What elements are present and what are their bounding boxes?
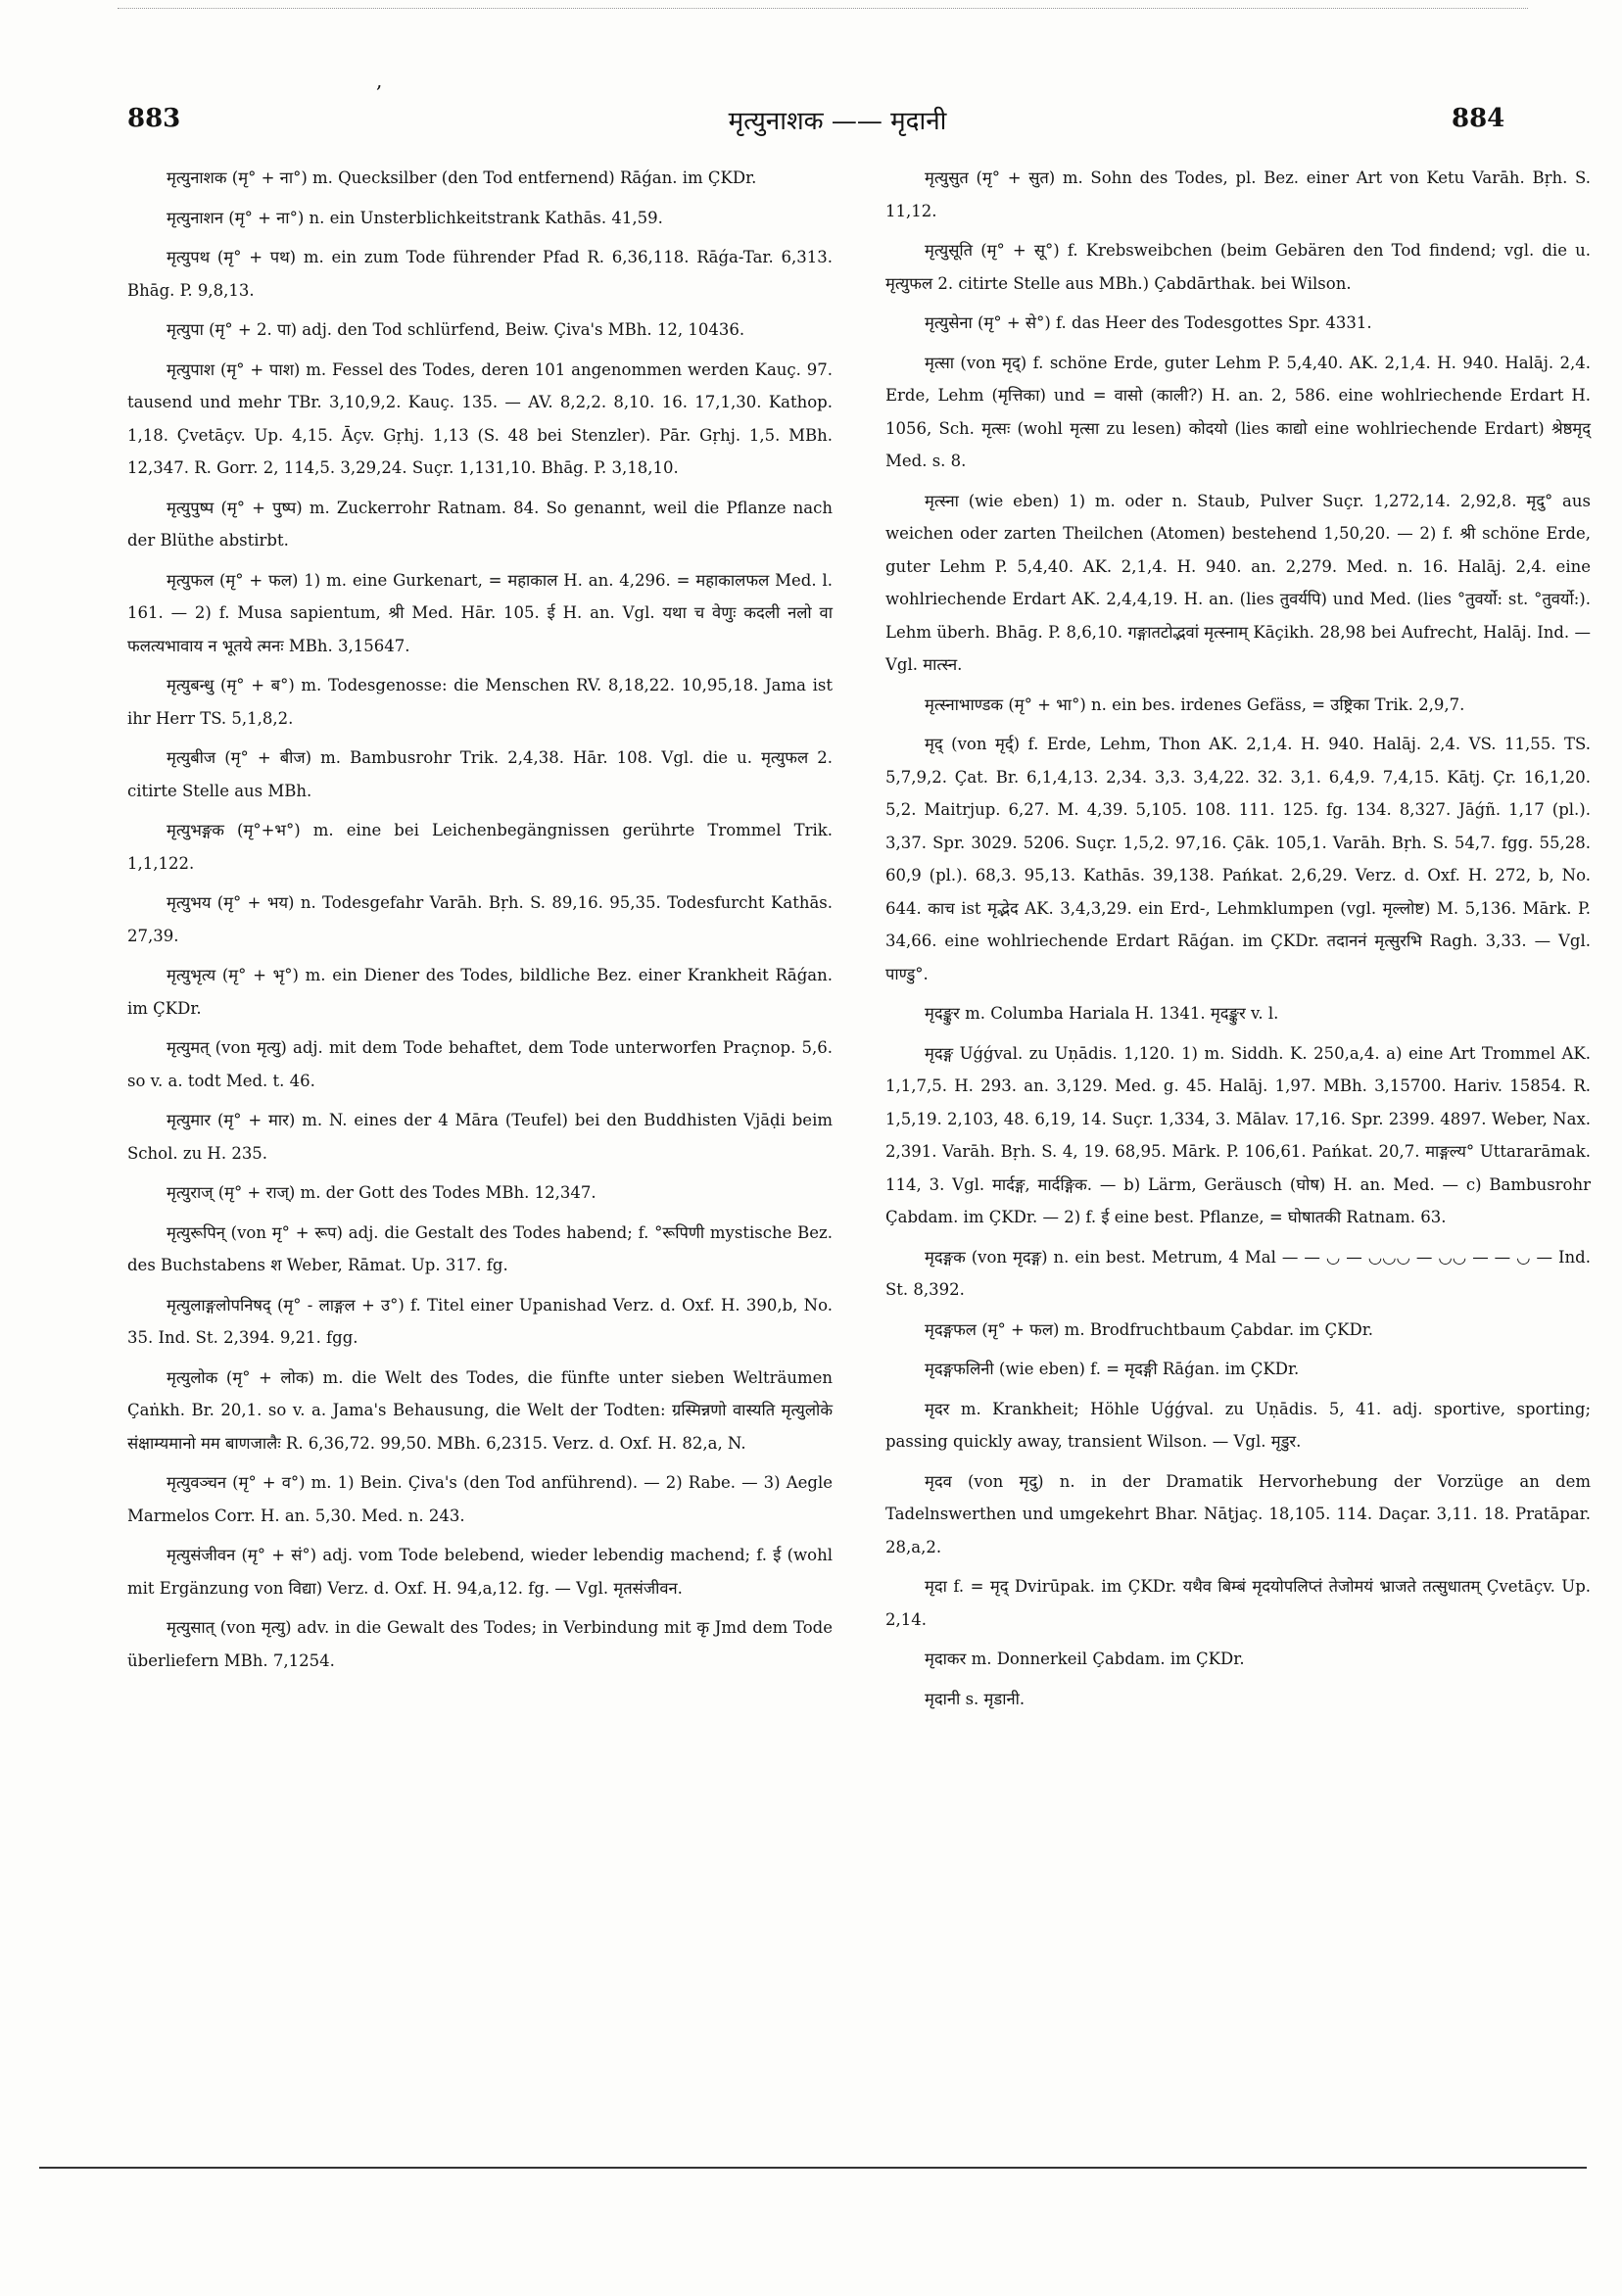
dictionary-entry: मृत्युसात् (von मृत्यु) adv. in die Gewalt des Todes; in Verbindung mit कृ Jmd dem Tode überliefern MBh. 7,1254. bbox=[127, 1618, 833, 1670]
dictionary-entry: मृत्युपुष्प (मृ° + पुष्प) m. Zuckerrohr Ratnam. 84. So genannt, weil die Pflanze nach der Blüthe abstirbt. bbox=[127, 498, 833, 550]
stray-mark: , bbox=[376, 69, 383, 92]
dictionary-entry: मृद् (von मृर्द्) f. Erde, Lehm, Thon AK. 2,1,4. H. 940. Halāj. 2,4. VS. 11,55. TS. 5,7,9,2. Çat. Br. 6,1,4,13. 2,34. 3,3. 3,4,22. 32. 3,1. 6,4,9. 7,4,15. Kātj. Çr. 16,1,20. 5,2. Maitrjup. 6,27. M. 4,39. 5,105. 108. 111. 125. fg. 134. 8,327. Jāǵñ. 1,17 (pl.). 3,37. Spr. 3029. 5206. Suçr. 1,5,2. 97,16. Çāk. 105,1. Varāh. Bṛh. S. 54,7. fgg. 55,28. 60,9 (pl.). 68,3. 95,13. Kathās. 39,138. Pańkat. 2,6,29. Verz. d. Oxf. H. 272, b, No. 644. काच ist मृद्भेद AK. 3,4,3,29. ein Erd-, Lehmklumpen (vgl. मृल्लोष्ट) M. 5,136. Mārk. P. 34,66. eine wohlriechende Erdart Rāǵan. im ÇKDr. तदाननं मृत्सुरभि Ragh. 3,33. — Vgl. पाण्डु°. bbox=[885, 735, 1591, 983]
dictionary-entry: मृत्युपथ (मृ° + पथ) m. ein zum Tode führender Pfad R. 6,36,118. Rāǵa-Tar. 6,313. Bhāg. P. 9,8,13. bbox=[127, 248, 833, 300]
dictionary-entry: मृत्युभृत्य (मृ° + भृ°) m. ein Diener des Todes, bildliche Bez. einer Krankheit Rāǵan. im ÇKDr. bbox=[127, 966, 833, 1018]
dictionary-entry: मृदानी s. मृडानी. bbox=[925, 1689, 1026, 1708]
dictionary-entry: मृदाकर m. Donnerkeil Çabdam. im ÇKDr. bbox=[925, 1650, 1245, 1668]
dictionary-entry: मृदङ्ग Uǵǵval. zu Uṇādis. 1,120. 1) m. Siddh. K. 250,a,4. a) eine Art Trommel AK. 1,1,7,5. H. 293. an. 3,129. Med. g. 45. Halāj. 1,97. MBh. 3,15700. Hariv. 15854. R. 1,5,19. 2,103, 48. 6,19, 14. Suçr. 1,334, 3. Mālav. 17,16. Spr. 2399. 4897. Weber, Nax. 2,391. Varāh. Bṛh. S. 4, 19. 68,95. Mārk. P. 106,61. Pańkat. 20,7. माङ्गल्य° Uttararāmak. 114, 3. Vgl. मार्दङ्ग, मार्दङ्गिक. — b) Lärm, Geräusch (घोष) H. an. Med. — c) Bambusrohr Çabdam. im ÇKDr. — 2) f. ई eine best. Pflanze, = घोषातकी Ratnam. 63. bbox=[885, 1043, 1591, 1226]
dictionary-entry: मृदा f. = मृद् Dvirūpak. im ÇKDr. यथैव बिम्बं मृदयोपलिप्तं तेजोमयं भ्राजते तत्सुधातम् Çvetāçv. Up. 2,14. bbox=[885, 1577, 1591, 1629]
running-headwords: मृत्युनाशक —— मृदानी bbox=[728, 107, 947, 136]
dictionary-entry: मृत्युनाशक (मृ° + ना°) m. Quecksilber (den Tod entfernend) Rāǵan. im ÇKDr. bbox=[167, 168, 757, 187]
dictionary-entry: मृत्युपाश (मृ° + पाश) m. Fessel des Todes, deren 101 angenommen werden Kauç. 97. tausend und mehr TBr. 3,10,9,2. Kauç. 135. — AV. 8,2,2. 8,10. 16. 17,1,30. Kathop. 1,18. Çvetāçv. Up. 4,15. Āçv. Gṛhj. 1,13 (S. 48 bei Stenzler). Pār. Gṛhj. 1,5. MBh. 12,347. R. Gorr. 2, 114,5. 3,29,24. Suçr. 1,131,10. Bhāg. P. 3,18,10. bbox=[127, 359, 833, 477]
dictionary-entry: मृत्स्ना (wie eben) 1) m. oder n. Staub, Pulver Suçr. 1,272,14. 2,92,8. मृदु° aus weichen oder zarten Theilchen (Atomen) bestehend 1,50,20. — 2) f. श्री schöne Erde, guter Lehm P. 5,4,40. AK. 2,1,4. H. 940. an. 2,279. Med. n. 16. Halāj. 2,4. eine wohlriechende Erdart AK. 2,4,4,19. H. an. (lies तुवर्यपि) und Med. (lies °तुवर्यो: st. °तुवर्यो:). Lehm überh. Bhāg. P. 8,6,10. गङ्गातटोद्भवां मृत्स्नाम् Kāçikh. 28,98 bei Aufrecht, Halāj. Ind. — Vgl. मात्स्न. bbox=[885, 491, 1591, 674]
dictionary-entry: मृदङ्गफलिनी (wie eben) f. = मृदङ्गी Rāǵan. im ÇKDr. bbox=[925, 1360, 1300, 1378]
dictionary-entry: मृत्युपा (मृ° + 2. पा) adj. den Tod schlürfend, Beiw. Çiva's MBh. 12, 10436. bbox=[167, 320, 745, 339]
page-number-right: 884 bbox=[1452, 104, 1505, 133]
dictionary-entry: मृत्युलोक (मृ° + लोक) m. die Welt des Todes, die fünfte unter sieben Welträumen Çaṅkh. Br. 20,1. so v. a. Jama's Behausung, die Welt der Todten: ग्रस्मिन्नणो वास्यति मृत्युलोके संक्षाम्यमानो मम बाणजालैः R. 6,36,72. 99,50. MBh. 6,2315. Verz. d. Oxf. H. 82,a, N. bbox=[127, 1367, 833, 1453]
dictionary-entry: मृत्युरूपिन् (von मृ° + रूप) adj. die Gestalt des Todes habend; f. °रूपिणी mystische Bez. des Buchstabens श Weber, Rāmat. Up. 317. fg. bbox=[127, 1222, 833, 1274]
page-number-left: 883 bbox=[127, 104, 181, 133]
dictionary-entry: मृत्युबीज (मृ° + बीज) m. Bambusrohr Trik. 2,4,38. Hār. 108. Vgl. die u. मृत्युफल 2. citirte Stelle aus MBh. bbox=[127, 748, 833, 800]
dictionary-entry: मृत्युराज् (मृ° + राज्) m. der Gott des Todes MBh. 12,347. bbox=[167, 1183, 596, 1202]
bottom-rule bbox=[39, 2167, 1587, 2169]
top-rule bbox=[118, 8, 1528, 9]
left-column bbox=[127, 162, 833, 1684]
dictionary-entry: मृत्युमार (मृ° + मार) m. N. eines der 4 Māra (Teufel) bei den Buddhisten Vjāḍi beim Schol. zu H. 235. bbox=[127, 1111, 833, 1163]
dictionary-entry: मृत्युनाशन (मृ° + ना°) n. ein Unsterblichkeitstrank Kathās. 41,59. bbox=[167, 208, 663, 227]
right-column bbox=[885, 162, 1591, 1722]
dictionary-entry: मृदर m. Krankheit; Höhle Uǵǵval. zu Uṇādis. 5, 41. adj. sportive, sporting; passing quickly away, transient Wilson. — Vgl. मृडुर. bbox=[885, 1399, 1591, 1451]
dictionary-entry: मृत्युफल (मृ° + फल) 1) m. eine Gurkenart, = महाकाल H. an. 4,296. = महाकालफल Med. l. 161. — 2) f. Musa sapientum, श्री Med. Hār. 105. ई H. an. Vgl. यथा च वेणुः कदली नलो वा फलत्यभावाय न भूतये त्मनः MBh. 3,15647. bbox=[127, 570, 833, 655]
dictionary-entry: मृत्युसंजीवन (मृ° + सं°) adj. vom Tode belebend, wieder lebendig machend; f. ई (wohl mit Ergänzung von विद्या) Verz. d. Oxf. H. 94,a,12. fg. — Vgl. मृतसंजीवन. bbox=[127, 1546, 833, 1598]
dictionary-entry: मृत्युमत् (von मृत्यु) adj. mit dem Tode behaftet, dem Tode unterworfen Praçnop. 5,6. so v. a. todt Med. t. 46. bbox=[127, 1038, 833, 1090]
dictionary-entry: मृदङ्गफल (मृ° + फल) m. Brodfruchtbaum Çabdar. im ÇKDr. bbox=[925, 1319, 1374, 1339]
dictionary-entry: मृत्युसेना (मृ° + से°) f. das Heer des Todesgottes Spr. 4331. bbox=[925, 313, 1372, 332]
dictionary-entry: मृदव (von मृदु) n. in der Dramatik Hervorhebung der Vorzüge an dem Tadelnswerthen und umgekehrt Bhar. Nāṭjaç. 18,105. 114. Daçar. 3,11. 18. Pratāpar. 28,a,2. bbox=[885, 1471, 1591, 1556]
dictionary-entry: मृत्युसुत (मृ° + सुत) m. Sohn des Todes, pl. Bez. einer Art von Ketu Varāh. Bṛh. S. 11,12. bbox=[885, 168, 1591, 220]
dictionary-entry: मृदङ्गक (von मृदङ्ग) n. ein best. Metrum, 4 Mal — — ◡ — ◡◡◡ — ◡◡ — — ◡ — Ind. St. 8,392. bbox=[885, 1247, 1591, 1299]
dictionary-entry: मृत्सा (von मृद्) f. schöne Erde, guter Lehm P. 5,4,40. AK. 2,1,4. H. 940. Halāj. 2,4. Erde, Lehm (मृत्तिका) und = वासो (काली?) H. an. 2, 586. eine wohlriechende Erdart H. 1056, Sch. मृत्सः (wohl मृत्सा zu lesen) कोदयो (lies काद्यो eine wohlriechende Erdart) श्रेष्ठमृद् Med. s. 8. bbox=[885, 353, 1591, 470]
dictionary-entry: मृत्स्नाभाण्डक (मृ° + भा°) n. ein bes. irdenes Gefäss, = उष्ट्रिका Trik. 2,9,7. bbox=[925, 694, 1465, 714]
dictionary-entry: मृत्युभङ्गक (मृ°+भ°) m. eine bei Leichenbegängnissen gerührte Trommel Trik. 1,1,122. bbox=[127, 821, 833, 873]
dictionary-entry: मृत्युभय (मृ° + भय) n. Todesgefahr Varāh. Bṛh. S. 89,16. 95,35. Todesfurcht Kathās. 27,39. bbox=[127, 893, 833, 945]
dictionary-entry: मृदङ्कुर m. Columba Hariala H. 1341. मृदङ्कुर v. l. bbox=[925, 1004, 1279, 1023]
dictionary-entry: मृत्युलाङ्गलोपनिषद् (मृ° - लाङ्गल + उ°) f. Titel einer Upanishad Verz. d. Oxf. H. 390,b, No. 35. Ind. St. 2,394. 9,21. fgg. bbox=[127, 1295, 833, 1347]
dictionary-entry: मृत्युसूति (मृ° + सू°) f. Krebsweibchen (beim Gebären den Tod findend; vgl. die u. मृत्युफल 2. citirte Stelle aus MBh.) Çabdārthak. bei Wilson. bbox=[885, 241, 1591, 293]
dictionary-entry: मृत्युबन्धु (मृ° + ब°) m. Todesgenosse: die Menschen RV. 8,18,22. 10,95,18. Jama ist ihr Herr TS. 5,1,8,2. bbox=[127, 676, 833, 728]
dictionary-entry: मृत्युवञ्चन (मृ° + व°) m. 1) Bein. Çiva's (den Tod anführend). — 2) Rabe. — 3) Aegle Marmelos Corr. H. an. 5,30. Med. n. 243. bbox=[127, 1473, 833, 1525]
